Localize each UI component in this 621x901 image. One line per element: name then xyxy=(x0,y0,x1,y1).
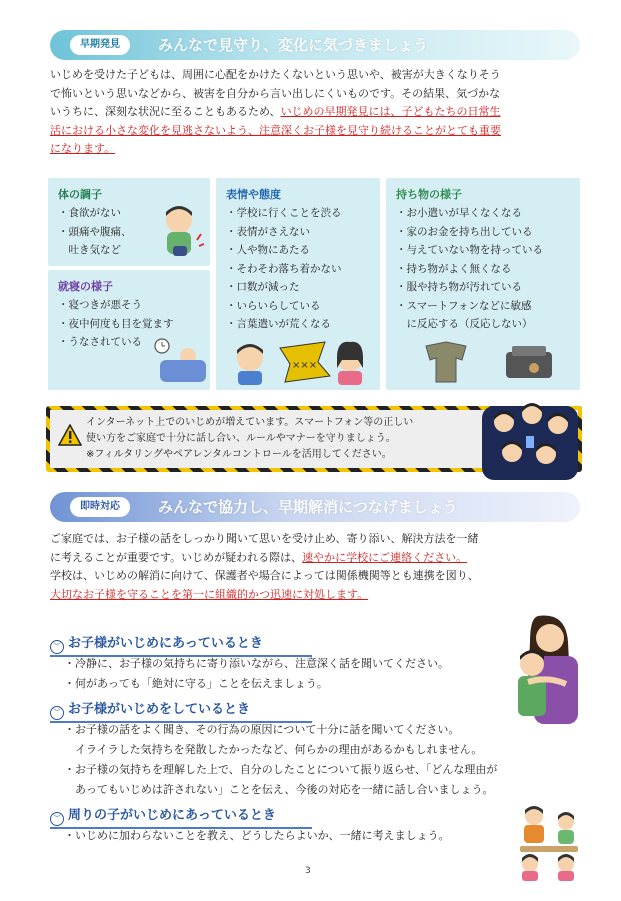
sad-face-icon: ︶ xyxy=(50,706,64,720)
box-list: ・食欲がない ・頭痛や腹痛、 吐き気など xyxy=(58,207,132,256)
sad-face-icon: ︶ xyxy=(50,812,64,826)
box-sleep xyxy=(48,270,210,390)
dirty-belongings-illustration xyxy=(416,338,566,386)
family-discussion-illustration xyxy=(516,800,582,882)
section-header-immediate-response xyxy=(50,492,580,522)
smartphone-children-illustration xyxy=(482,396,578,480)
section-title: みんなで協力し、早期解消につなげましょう xyxy=(158,498,458,516)
response-paragraph: ご家庭では、お子様の話をしっかり聞いて思いを受け止め、寄り添い、解決方法を一緒 に考えることが重要です。いじめが疑われる際は、速やかに学校にご連絡ください。 学校は、いじめの解消に向けて、保護者や場合によっては関係機関等とも連携を図り、 大切なお子様を守ることを第一に組織的かつ迅速に対処します。 xyxy=(50,532,479,601)
case-list-victim: ・冷静に、お子様の気持ちに寄り添いながら、注意深く話を聞いてください。 ・何があっても「絶対に守る」ことを伝えましょう。 xyxy=(64,657,449,690)
case-list-others: ・いじめに加わらないことを教え、どうしたらよいか、一緒に考えましょう。 xyxy=(64,829,450,842)
sad-face-icon: ︶ xyxy=(50,640,64,654)
mother-hugging-child-illustration xyxy=(508,612,582,726)
section-header-early-detection xyxy=(50,30,580,60)
section-tag: 早期発見 xyxy=(70,35,130,55)
case-heading-victim: ︶ お子様がいじめにあっているとき xyxy=(50,632,312,657)
case-heading-others: ︶ 周りの子がいじめにあっているとき xyxy=(50,804,312,829)
box-list: ・学校に行くことを渋る ・表情がさえない ・人や物にあたる ・そわそわ落ち着かない ・口数が減った ・いらいらしている ・言葉遣いが荒くなる xyxy=(226,207,342,330)
box-title: 持ち物の様子 xyxy=(396,188,462,201)
box-title: 表情や態度 xyxy=(226,188,281,201)
box-list: ・お小遣いが早くなくなる ・家のお金を持ち出している ・与えていない物を持っている ・持ち物がよく無くなる ・服や持ち物が汚れている ・スマートフォンなどに敏感 に反応する（反応しない） xyxy=(396,207,543,330)
warning-icon xyxy=(58,424,82,446)
box-list: ・寝つきが悪そう ・夜中何度も目を覚ます ・うなされている xyxy=(58,299,174,348)
box-attitude xyxy=(216,178,380,390)
box-belongings xyxy=(386,178,580,390)
upset-children-illustration xyxy=(230,338,370,386)
sleeping-child-illustration xyxy=(152,334,208,386)
page-number: 3 xyxy=(305,866,311,876)
case-list-bully: ・お子様の話をよく聞き、その行為の原因について十分に話を聞いてください。 イライラした気持ちを発散したかったなど、何らかの理由があるかもしれません。 ・お子様の気持ちを理解した上で、自分のしたことについて振り返らせ、「どんな理由が あってもいじめは許されない」ことを伝え、今後の対応を一緒に話し合いましょう。 xyxy=(64,723,498,796)
section-title: みんなで見守り、変化に気づきましょう xyxy=(158,36,429,54)
intro-paragraph: いじめを受けた子どもは、周囲に心配をかけたくないという思いや、被害が大きくなりそう で怖いという思いなどから、被害を自分から言い出しにくいものです。その結果、気づかな いうちに、深刻な状況に至ることもあるため、いじめの早期発見には、子どもたちの日常生 活における小さな変化を見逃さないよう、注意深くお子様を見守り続けることがとても重要 になります。 xyxy=(50,68,501,155)
sick-child-illustration xyxy=(153,202,205,258)
box-title: 就寝の様子 xyxy=(58,280,113,293)
case-heading-bully: ︶ お子様がいじめをしているとき xyxy=(50,698,312,723)
warning-text: インターネット上でのいじめが増えています。スマートフォン等の正しい 使い方をご家庭で十分に話し合い、ルールやマナーを守りましょう。 ※フィルタリングやペアレンタルコントロールを活用してください。 xyxy=(86,417,414,460)
box-body-condition xyxy=(48,178,210,266)
svg-text:×××: ××× xyxy=(292,360,318,371)
box-title: 体の調子 xyxy=(58,188,102,201)
section-tag: 即時対応 xyxy=(70,497,130,517)
